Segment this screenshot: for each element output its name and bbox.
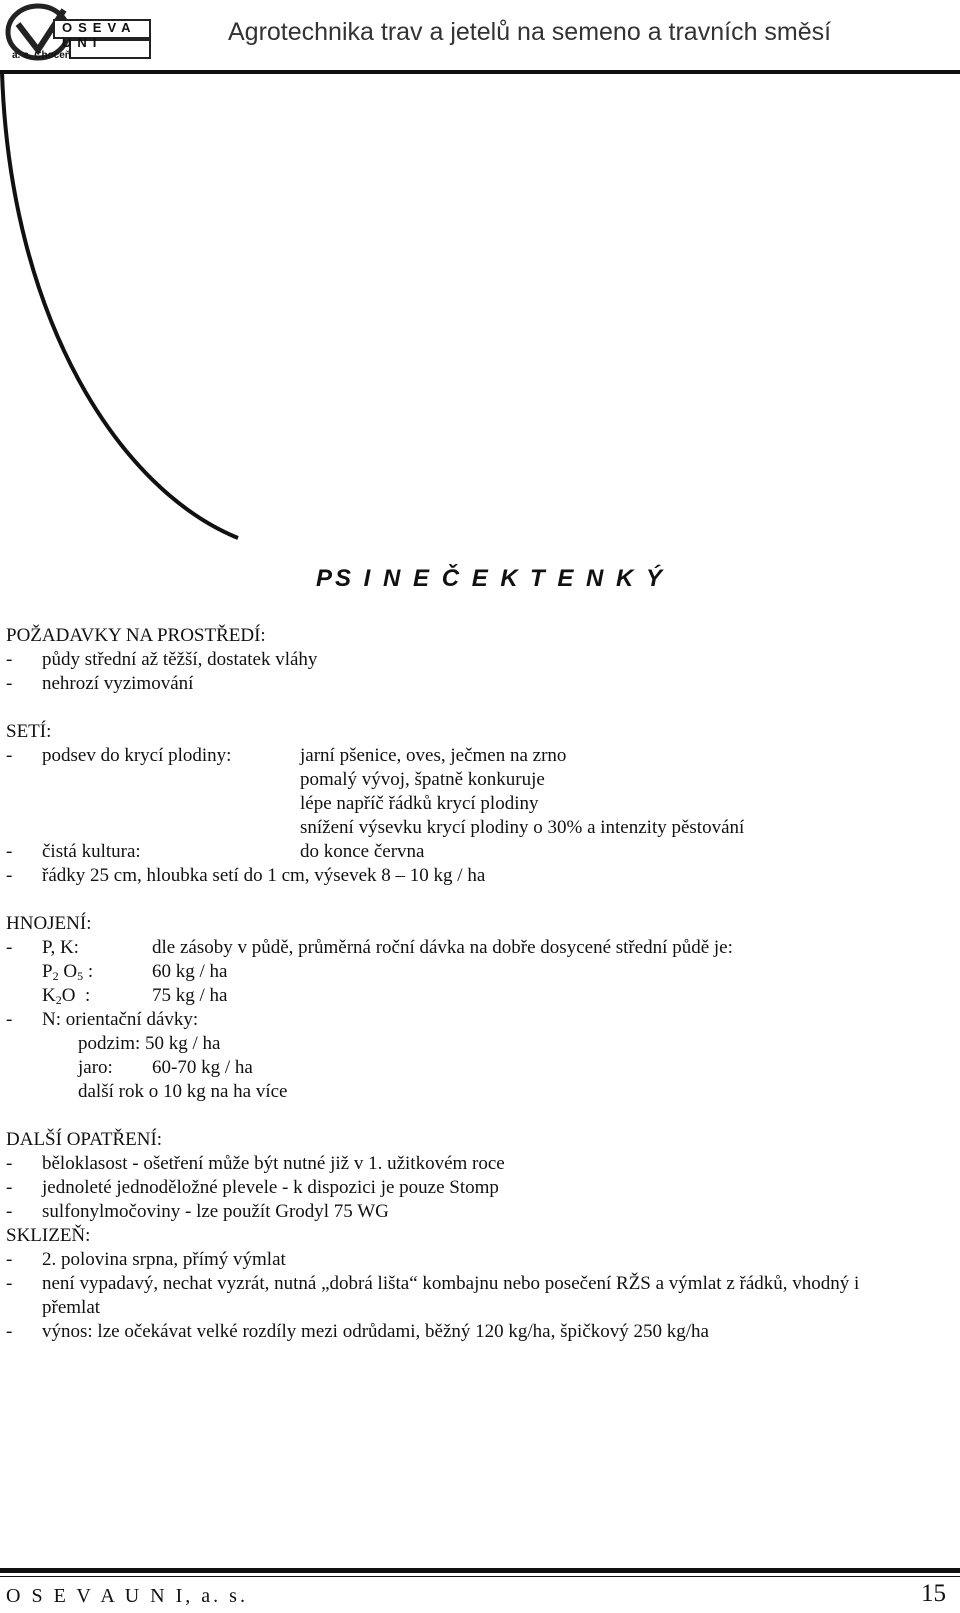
section-heading-opatreni: DALŠÍ OPATŘENÍ: [6,1129,163,1150]
p2o5-label: $P_2$ $O_5$ : [42,961,94,983]
jaro-value: 60-70 kg / ha [152,1057,253,1078]
list-dash: - [6,1273,13,1294]
list-dash: - [6,841,13,862]
jaro-label: jaro: [78,1057,113,1078]
list-dash: - [6,1201,13,1222]
k2o-label: $K_2O$ : [42,985,91,1007]
list-dash: - [6,937,13,958]
radky-text: řádky 25 cm, hloubka setí do 1 cm, výsevek 8 – 10 kg / ha [42,865,486,886]
section-heading-hnojeni: HNOJENÍ: [6,913,92,934]
n-label: N: orientační dávky: [42,1009,199,1030]
crop-title-word1: PS I N E Č E K [316,565,521,592]
list-item: půdy střední až těžší, dostatek vláhy [42,649,318,670]
list-dash: - [6,1153,13,1174]
podsev-line: jarní pšenice, oves, ječmen na zrno [300,745,567,766]
dalsi-rok-text: další rok o 10 kg na ha více [78,1081,288,1102]
list-item: výnos: lze očekávat velké rozdíly mezi odrůdami, běžný 120 kg/ha, špičkový 250 kg/ha [42,1321,709,1342]
section-heading-sklizen: SKLIZEŇ: [6,1225,91,1246]
list-item: sulfonylmočoviny - lze použít Grodyl 75 WG [42,1201,389,1222]
p2o5-value: 60 kg / ha [152,961,228,982]
footer-rule [0,1568,960,1573]
list-item: není vypadavý, nechat vyzrát, nutná „dobrá lišta“ kombajnu nebo posečení RŽS a výmlat z řádků, vhodný i [42,1273,860,1294]
list-item: jednoleté jednoděložné plevele - k dispozici je pouze Stomp [42,1177,499,1198]
k2o-value: 75 kg / ha [152,985,228,1006]
pk-text: dle zásoby v půdě, průměrná roční dávka na dobře dosycené střední půdě je: [152,937,733,958]
pk-label: P, K: [42,937,79,958]
podsev-line: snížení výsevku krycí plodiny o 30% a intenzity pěstování [300,817,745,838]
list-dash: - [6,1321,13,1342]
list-item-continuation: přemlat [42,1297,101,1318]
logo-subtext: a. s. Choceň [12,50,71,61]
list-dash: - [6,673,13,694]
list-dash: - [6,649,13,670]
decorative-curve [0,70,960,540]
cista-label: čistá kultura: [42,841,141,862]
podsev-line: lépe napříč řádků krycí plodiny [300,793,539,814]
list-item: 2. polovina srpna, přímý výmlat [42,1249,286,1270]
podsev-label: podsev do krycí plodiny: [42,745,232,766]
footer-company: O S E V A U N I, a. s. [6,1585,248,1607]
list-item: běloklasost - ošetření může být nutné již v 1. užitkovém roce [42,1153,505,1174]
section-heading-pozadavky: POŽADAVKY NA PROSTŘEDÍ: [6,625,266,646]
header-title: Agrotechnika trav a jetelů na semeno a travních směsí [228,18,832,46]
footer-rule-thin [0,1576,960,1577]
podzim-text: podzim: 50 kg / ha [78,1033,221,1054]
cista-value: do konce června [300,841,425,862]
section-heading-seti: SETÍ: [6,721,52,742]
list-dash: - [6,1009,13,1030]
list-item: nehrozí vyzimování [42,673,194,694]
podsev-line: pomalý vývoj, špatně konkuruje [300,769,545,790]
crop-title-word2: T E N K Ý [530,565,666,592]
list-dash: - [6,745,13,766]
company-logo [4,2,154,64]
list-dash: - [6,1177,13,1198]
logo-text: OSEVA UNI [62,20,137,50]
list-dash: - [6,865,13,886]
page-number: 15 [921,1580,946,1607]
list-dash: - [6,1249,13,1270]
